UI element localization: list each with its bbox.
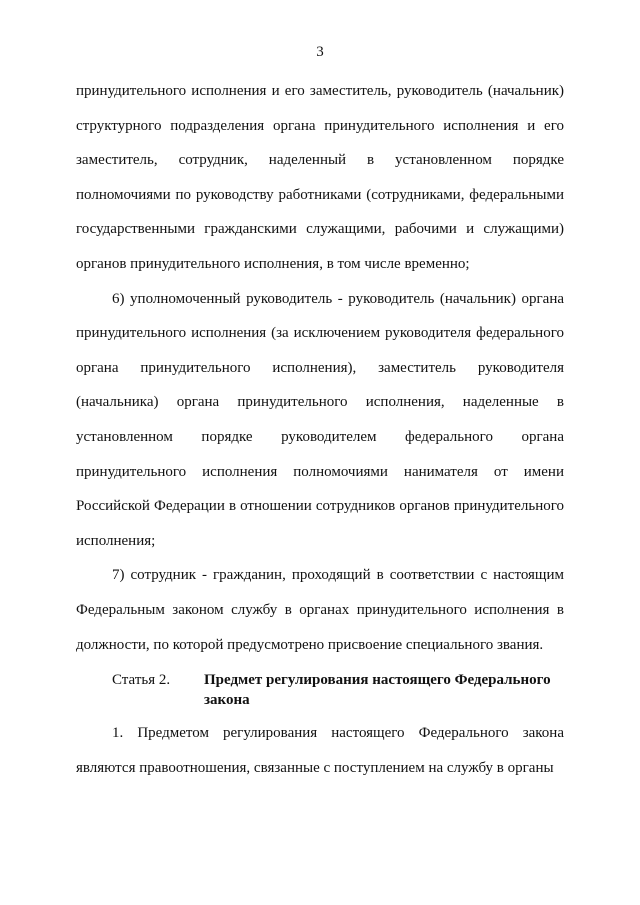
paragraph-item-6: 6) уполномоченный руководитель - руководитель (начальник) органа принудительного исполнения (за исключением руководителя федерального органа принудительного исполнения), заместитель руководителя (начальника) органа принудительного исполнения, наделенные в установленном порядке руководителем федерального органа принудительного исполнения полномочиями нанимателя от имени Российской Федерации в отношении сотрудников органов принудительного исполнения; [76, 290, 564, 549]
article-title: Предмет регулирования настоящего Федерального закона [204, 672, 551, 709]
page-number: 3 [316, 44, 324, 60]
article-label: Статья 2. [112, 672, 171, 689]
article-heading [76, 670, 564, 710]
paragraph-article-2-item-1: 1. Предметом регулирования настоящего Федерального закона являются правоотношения, связанные с поступлением на службу в органы [76, 725, 564, 776]
paragraph-item-7: 7) сотрудник - гражданин, проходящий в соответствии с настоящим Федеральным законом службу в органах принудительного исполнения в должности, по которой предусмотрено присвоение специального звания. [76, 567, 564, 653]
paragraph-continuation: принудительного исполнения и его заместитель, руководитель (начальник) структурного подразделения органа принудительного исполнения и его заместитель, сотрудник, наделенный в установленном порядке полномочиями по руководству работниками (сотрудниками, федеральными государственными гражданскими служащими, рабочими и служащими) органов принудительного исполнения, в том числе временно; [76, 83, 564, 272]
document-body [76, 74, 564, 785]
